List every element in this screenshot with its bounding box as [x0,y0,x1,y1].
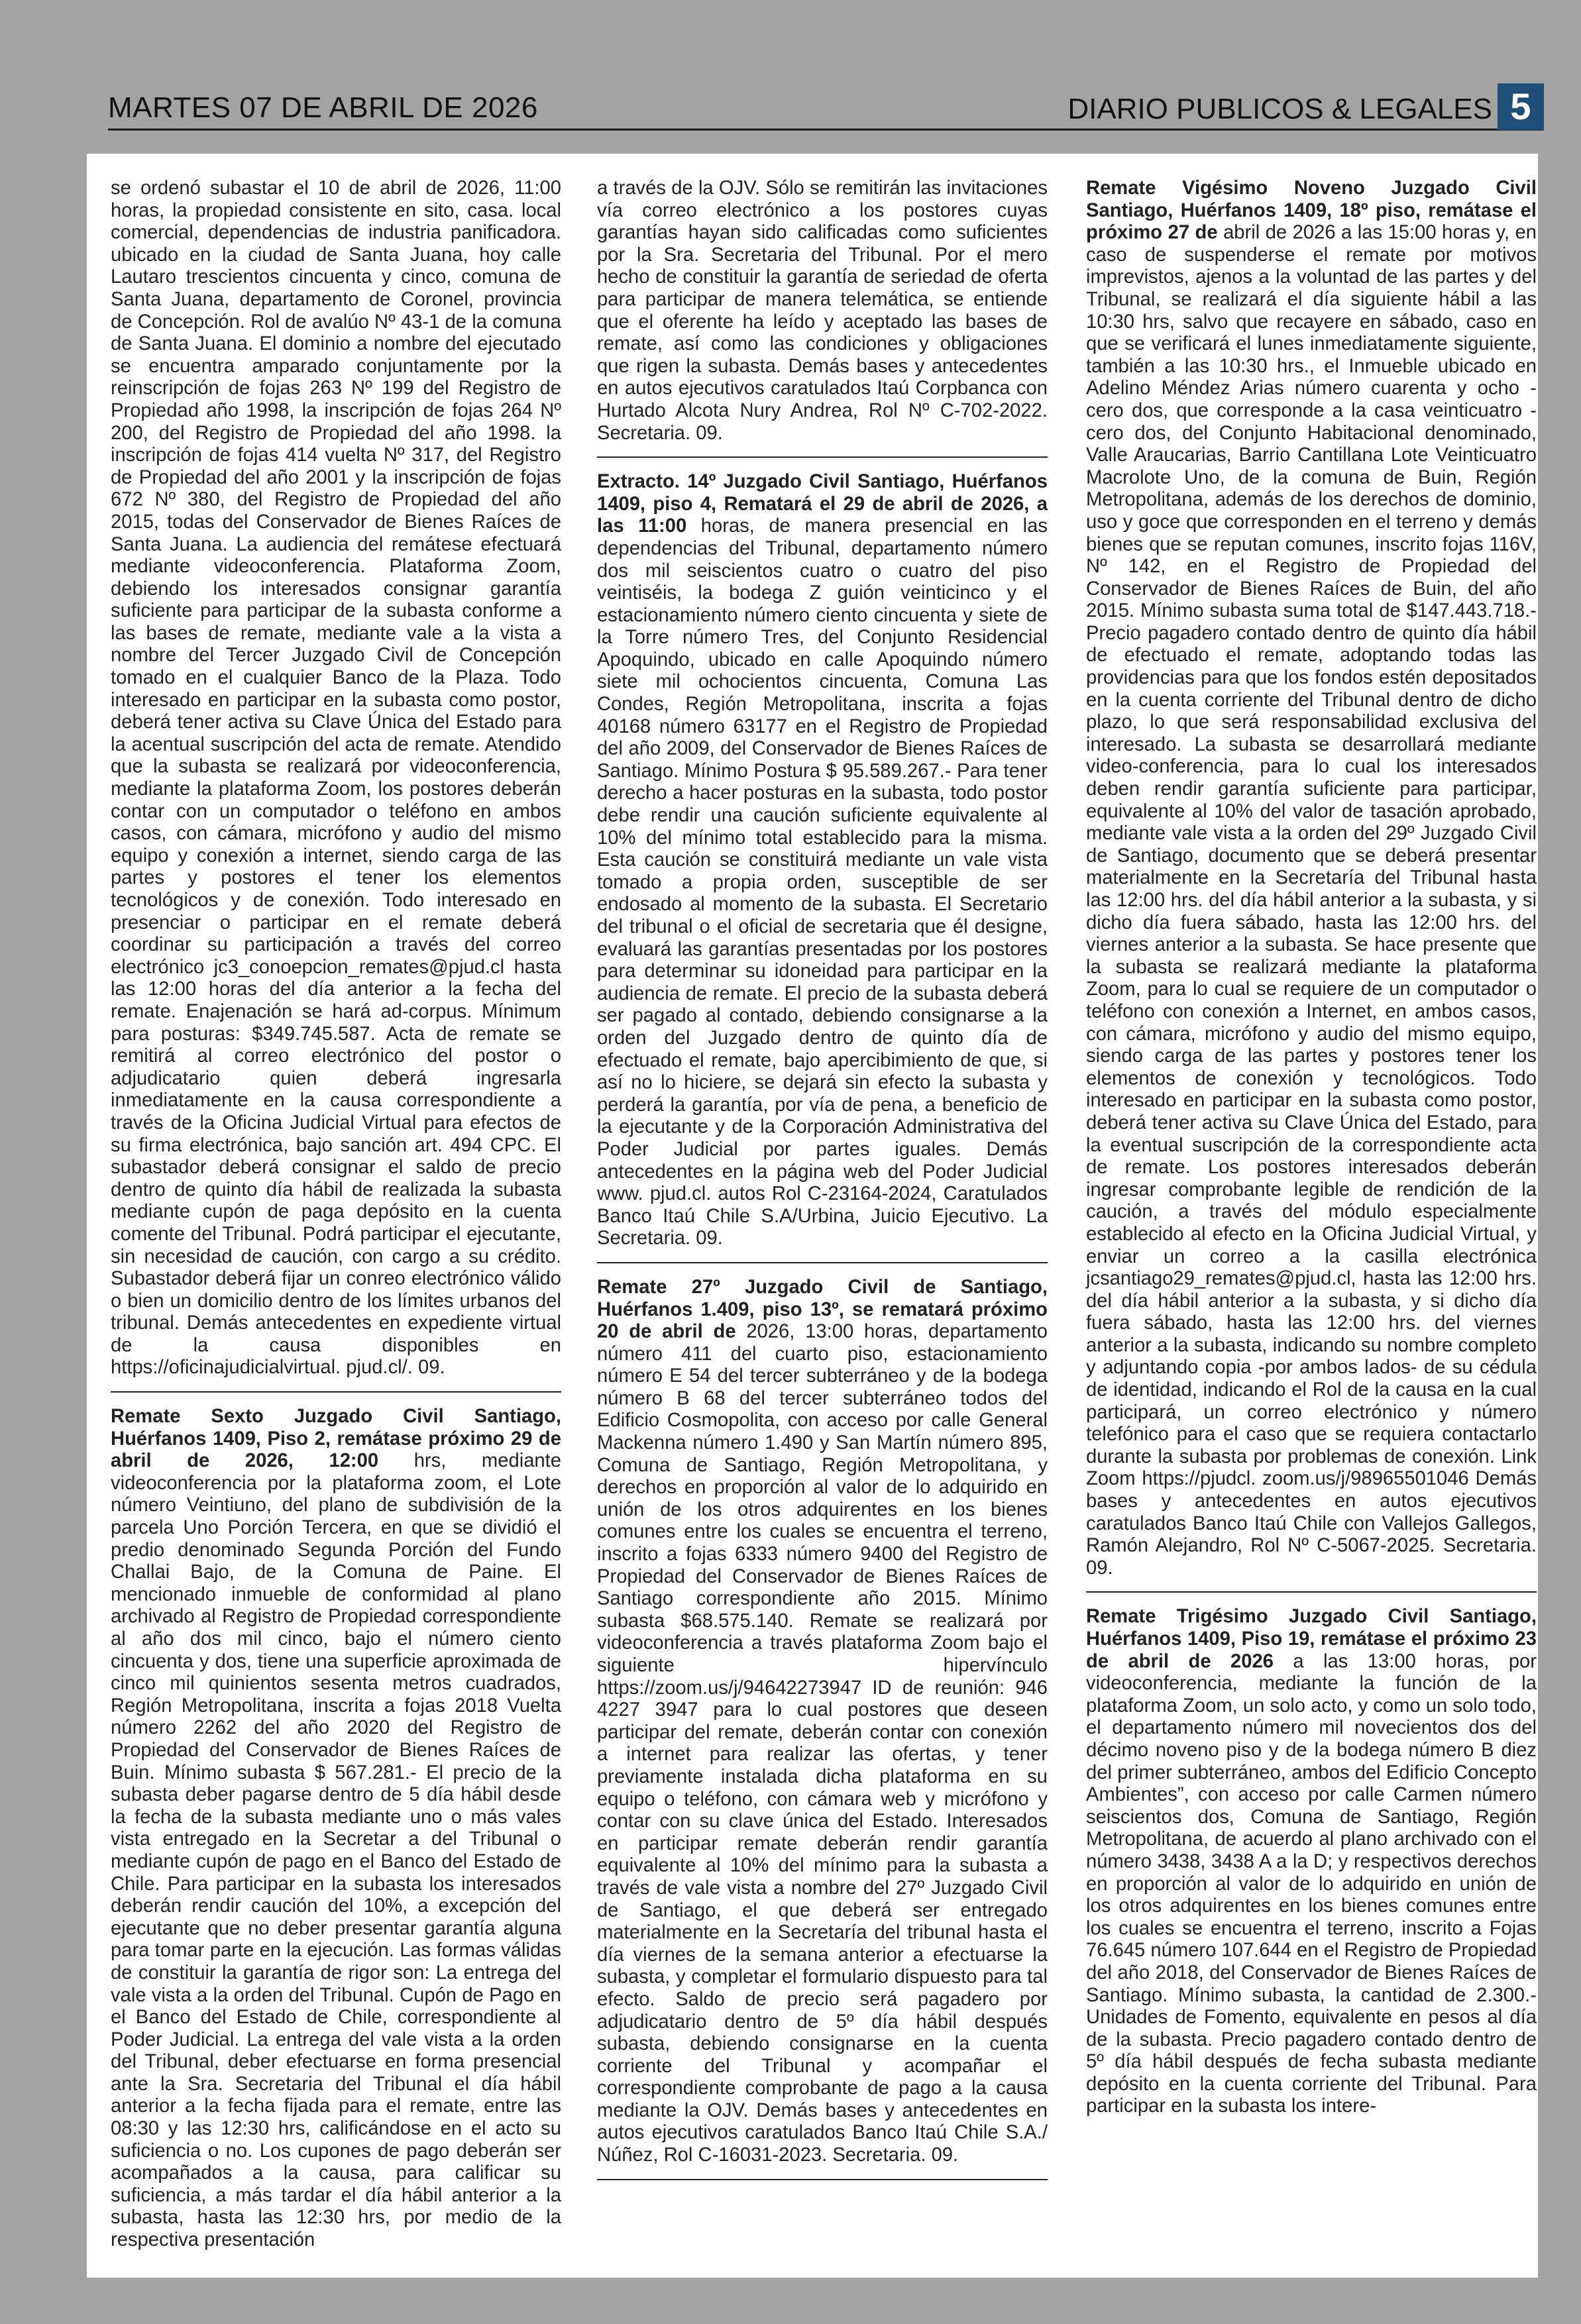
page-number-badge: 5 [1498,83,1544,130]
notice-text [1086,1606,1537,2118]
column-1 [111,178,561,2277]
newspaper-page [87,154,1538,2278]
column-2 [597,178,1048,2193]
notice-body: 2026, 13:00 horas, departamento número 411 del cuarto piso, estacionamiento número E 54 del tercer subterráneo y de la bodega número B 68 del tercer subterráneo todos del Edificio Cosmopolita, con acceso por calle General Mackenna número 1.490 y San Martín número 895, Comuna de Santiago, Región Metropolitana, y derechos en proporción al valor de lo adquirido en unión de los otros adquirentes en los bienes comunes entre los cuales se encuentra el terreno, inscrito a fojas 6333 número 9400 del Registro de Propiedad del Conservador de Bienes Raíces de Santiago correspondiente año 2015. Mínimo subasta $68.575.140. Remate se realizará por videoconferencia a través plataforma Zoom bajo el siguiente hipervínculo https://zoom.us/j/94642273947 ID de reunión: 946 4227 3947 para lo cual postores que deseen participar del remate, deberán contar con conexión a internet para realizar las ofertas, y tener previamente instalada dicha plataforma en su equipo o teléfono, con cámara web y micrófono y contar con su clave única del Estado. Interesados en participar remate deberán rendir garantía equivalente al 10% del mínimo para la subasta a través de vale vista a nombre del 27º Juzgado Civil de Santiago, el que deberá ser entregado materialmente en la Secretaría del tribunal hasta el día viernes de la semana anterior a efectuarse la subasta, y completar el formulario dispuesto para tal efecto. Saldo de precio será pagadero por adjudicatario dentro de 5º día hábil después subasta, debiendo consignarse en la cuenta corriente del Tribunal y acompañar el correspondiente comprobante de pago a la causa mediante la OJV. Demás bases y antecedentes en autos ejecutivos caratulados Banco Itaú Chile S.A./ Núñez, Rol C-16031-2023. Secretaria. 09. [597,1321,1048,2166]
notice-body: abril de 2026 a las 15:00 horas y, en caso de suspenderse el remate por motivos imprevistos, ajenos a la voluntad de las partes y del Tribunal, se realizará el día siguiente hábil a las 10:30 hrs, salvo que recayere en sábado, caso en que se verificará el lunes inmediatamente siguiente, también a las 10:30 hrs., el Inmueble ubicado en Adelino Méndez Arias número cuarenta y ocho - cero dos, que corresponde a la casa veinticuatro - cero dos, del Conjunto Habitacional denominado, Valle Araucarias, Barrio Cantillana Lote Veinticuatro Macrolote Uno, de la comuna de Buin, Región Metropolitana, además de los derechos de dominio, uso y goce que corresponden en el terreno y demás bienes que se reputan comunes, inscrito fojas 116V, Nº 142, en el Registro de Propiedad del Conservador de Bienes Raíces de Buin, del año 2015. Mínimo subasta suma total de $147.443.718.- Precio pagadero contado dentro de quinto día hábil de efectuado el remate, adoptando todas las providencias para que los fondos estén depositados en la cuenta corriente del Tribunal dentro de dicho plazo, lo que será responsabilidad exclusiva del interesado. La subasta se desarrollará mediante video-conferencia, para lo cual los interesados deben rendir garantía suficiente para participar, equivalente al 10% del valor de tasación aprobado, mediante vale vista a la orden del 29º Juzgado Civil de Santiago, documento que se deberá presentar materialmente en la Secretaría del Tribunal hasta las 12:00 hrs. del día hábil anterior a la subasta, y si dicho día fuera sábado, hasta las 12:00 hrs. del viernes anterior a la subasta. Se hace presente que la subasta se realizará mediante la plataforma Zoom, para lo cual se requiere de un computador o teléfono con conexión a Internet, en ambos casos, con cámara, micrófono y audio del mismo equipo, siendo carga de las partes y postores tener los elementos de conexión y tecnológicos. Todo interesado en participar en la subasta como postor, deberá tener activa su Clave Única del Estado, para la eventual suscripción de la correspondiente acta de remate. Los postores interesados deberán ingresar comprobante legible de rendición de la caución, a través del módulo especialmente establecido al efecto en la Oficina Judicial Virtual, y enviar un correo a la casilla electrónica jcsantiago29_remates@pjud.cl, hasta las 12:00 hrs. del día hábil anterior a la subasta, y si dicho día fuera sábado, hasta las 12:00 hrs. del viernes anterior a la subasta, indicando su nombre completo y adjuntando copia -por ambos lados- de su cédula de identidad, indicando el Rol de la causa en la cual participará, un correo electrónico y número telefónico para el caso que se requiera contactarlo durante la subasta por problemas de conexión. Link Zoom https://pjudcl. zoom.us/j/98965501046 Demás bases y antecedentes en autos ejecutivos caratulados Banco Itaú Chile con Vallejos Gallegos, Ramón Alejandro, Rol Nº C-5067-2025. Secretaria. 09. [1086,222,1537,1579]
notice-body: horas, de manera presencial en las dependencias del Tribunal, departamento número dos mil seiscientos cuatro o cuatro del piso veintiséis, la bodega Z guión veinticinco y el estacionamiento número ciento cincuenta y siete de la Torre número Tres, del Conjunto Residencial Apoquindo, ubicado en calle Apoquindo número siete mil ochocientos cincuenta, Comuna Las Condes, Región Metropolitana, inscrita a fojas 40168 número 63177 en el Registro de Propiedad del año 2009, del Conservador de Bienes Raíces de Santiago. Mínimo Postura $ 95.589.267.- Para tener derecho a hacer posturas en la subasta, todo postor debe rendir una caución suficiente equivalente al 10% del mínimo total establecido para la misma. Esta caución se constituirá mediante un vale vista tomado a propia orden, susceptible de ser endosado al momento de la subasta. El Secretario del tribunal o el oficial de secretaria que él designe, evaluará las garantías presentadas por los postores para determinar su idoneidad para participar en la audiencia de remate. El precio de la subasta deberá ser pagado al contado, debiendo consignarse a la orden del Juzgado dentro de quinto día de efectuado el remate, bajo apercibimiento de que, si así no lo hiciere, se dejará sin efecto la subasta y perderá la garantía, por vía de pena, a beneficio de la ejecutante y de la Corporación Administrativa del Poder Judicial por partes iguales. Demás antecedentes en la página web del Poder Judicial www. pjud.cl. autos Rol C-23164-2024, Caratulados Banco Itaú Chile S.A/Urbina, Juicio Ejecutivo. La Secretaria. 09. [597,515,1048,1249]
notice-body: a través de la OJV. Sólo se remitirán las invitaciones vía correo electrónico a los postores cuyas garantías hayan sido calificadas como suficientes por la Sra. Secretaria del Tribunal. Por el mero hecho de constituir la garantía de seriedad de oferta para participar de manera telemática, se entiende que el oferente ha leído y aceptado las bases de remate, así como las condiciones y obligaciones que rigen la subasta. Demás bases y antecedentes en autos ejecutivos caratulados Itaú Corpbanca con Hurtado Alcota Nury Andrea, Rol Nº C-702-2022. Secretaria. 09. [597,178,1048,444]
notice-text [597,1277,1048,2167]
legal-notice [597,178,1048,458]
notice-lead: Extracto. 14º Juzgado Civil Santiago, Huérfanos 1409, piso 4, Rematará el 29 de abril de 2026, a las 11:00 [597,471,1048,537]
notice-text [111,178,561,1379]
notice-lead: Remate Vigésimo Noveno Juzgado Civil Santiago, Huérfanos 1409, 18º piso, remátase el próximo 27 de [1086,178,1537,244]
notice-lead: Remate Sexto Juzgado Civil Santiago, Huérfanos 1409, Piso 2, remátase próximo 29 de abril de 2026, 12:00 [111,1406,561,1472]
legal-notice [111,1406,561,2264]
notice-body: hrs, mediante videoconferencia por la plataforma zoom, el Lote número Veintiuno, del plano de subdivisión de la parcela Uno Porción Tercera, en que se dividió el predio denominado Segunda Porción del Fundo Challai Bajo, de la Comuna de Paine. El mencionado inmueble de conformidad al plano archivado al Registro de Propiedad correspondiente al año dos mil cinco, bajo el número ciento cincuenta y dos, tiene una superficie aproximada de cinco mil quinientos sesenta metros cuadrados, Región Metropolitana, inscrita a fojas 2018 Vuelta número 2262 del año 2020 del Registro de Propiedad del Conservador de Bienes Raíces de Buin. Mínimo subasta $ 567.281.- El precio de la subasta deber pagarse dentro de 5 día hábil desde la fecha de la subasta mediante uno o más vales vista entregado en la Secretar a del Tribunal o mediante cupón de pago en el Banco del Estado de Chile. Para participar en la subasta los interesados deberán rendir caución del 10%, a excepción del ejecutante que no deber presentar garantía alguna para tomar parte en la ejecución. Las formas válidas de constituir la garantía de rigor son: La entrega del vale vista a la orden del Tribunal. Cupón de Pago en el Banco del Estado de Chile, correspondiente al Poder Judicial. La entrega del vale vista a la orden del Tribunal, deber efectuarse en forma presencial ante la Sra. Secretaria del Tribunal el día hábil anterior a la fecha fijada para el remate, entre las 08:30 y las 12:30 hrs, calificándose en el acto su suficiencia o no. Los cupones de pago deberán ser acompañados a la causa, para calificar su suficiencia, a más tardar el día hábil anterior a la subasta, hasta las 12:30 hrs, por medio de la respectiva presentación [111,1450,562,2251]
notice-text [597,178,1048,445]
notice-body: se ordenó subastar el 10 de abril de 2026, 11:00 horas, la propiedad consistente en sito, casa. local comercial, dependencias de industria panificadora. ubicado en la ciudad de Santa Juana, hoy calle Lautaro trescientos cincuenta y cinco, comuna de Santa Juana, departamento de Coronel, provincia de Concepción. Rol de avalúo Nº 43-1 de la comuna de Santa Juana. El dominio a nombre del ejecutado se encuentra amparado conjuntamente por la reinscripción de fojas 263 Nº 199 del Registro de Propiedad año 1998, la inscripción de fojas 264 Nº 200, del Registro de Propiedad del año 1998. la inscripción de fojas 414 vuelta Nº 317, del Registro de Propiedad del año 2001 y la inscripción de fojas 672 Nº 380, del Registro de Propiedad del año 2015, todas del Conservador de Bienes Raíces de Santa Juana. La audiencia del remátese efectuará mediante videoconferencia. Plataforma Zoom, debiendo los interesados consignar garantía suficiente para participar de la subasta conforme a las bases de remate, mediante vale a la vista a nombre del Tercer Juzgado Civil de Concepción tomado en el cualquier Banco de la Plaza. Todo interesado en participar en la subasta como postor, deberá tener activa su Clave Única del Estado para la acentual suscripción del acta de remate. Atendido que la subasta se realizará por videoconferencia, mediante la plataforma Zoom, los postores deberán contar con un computador o teléfono en ambos casos, con cámara, micrófono y audio del mismo equipo y conexión a internet, siendo carga de las partes y postores el tener los elementos tecnológicos y de conexión. Todo interesado en presenciar o participar en el remate deberá coordinar su participación a través del correo electrónico jc3_conoepcion_remates@pjud.cl hasta las 12:00 horas del día anterior a la fecha del remate. Enajenación se hará ad-corpus. Mínimum para posturas: $349.745.587. Acta de remate se remitirá al correo electrónico del postor o adjudicatario quien deberá ingresarla inmediatamente en la causa correspondiente a través de la Oficina Judicial Virtual para efectos de su firma electrónica, bajo sanción art. 494 CPC. El subastador deberá consignar el saldo de precio dentro de quinto día hábil de realizada la subasta mediante cupón de paga depósito en la cuenta comente del Tribunal. Podrá participar el ejecutante, sin necesidad de caución, con cargo a su crédito. Subastador deberá fijar un conreo electrónico válido o bien un domicilio dentro de los límites urbanos del tribunal. Demás antecedentes en expediente virtual de la causa disponibles en https://oficinajudicialvirtual. pjud.cl/. 09. [111,178,561,1379]
legal-notice [1086,1606,1537,2130]
legal-notice [1086,178,1537,1593]
notice-text [597,471,1048,1250]
column-3 [1086,178,1537,2143]
notice-lead: Remate 27º Juzgado Civil de Santiago, Huérfanos 1.409, piso 13º, se rematará próximo 20 de abril de [597,1276,1048,1343]
legal-notice [597,1277,1048,2180]
page-header [108,87,1544,131]
notice-text [1086,178,1537,1579]
notice-text [111,1406,561,2252]
legal-notice [111,178,561,1393]
notice-body: a las 13:00 horas, por videoconferencia, mediante la función de la plataforma Zoom, un solo acto, y como un solo todo, el departamento número mil novecientos dos del décimo noveno piso y de la bodega número B diez del primer subterráneo, ambos del Edificio Concepto Ambientes”, con acceso por calle Carmen número seiscientos dos, Comuna de Santiago, Región Metropolitana, de acuerdo al plano archivado con el número 3438, 3438 A a la D; y respectivos derechos en proporción al valor de lo adquirido en unión de los otros adquirentes en los bienes comunes entre los cuales se encuentra el terreno, inscrito a Fojas 76.645 número 107.644 en el Registro de Propiedad del año 2018, del Conservador de Bienes Raíces de Santiago. Mínimo subasta, la cantidad de 2.300.- Unidades de Fomento, equivalente en pesos al día de la subasta. Precio pagadero contado dentro de 5º día hábil después de fecha subasta mediante depósito en la cuenta corriente del Tribunal. Para participar en la subasta los intere- [1086,1650,1537,2117]
notice-lead: Remate Trigésimo Juzgado Civil Santiago, Huérfanos 1409, Piso 19, remátase el próximo 23 de abril de 2026 [1086,1606,1537,1672]
header-date: MARTES 07 DE ABRIL DE 2026 [108,91,538,124]
legal-notice [597,471,1048,1263]
header-publication: DIARIO PUBLICOS & LEGALES [1067,93,1492,125]
